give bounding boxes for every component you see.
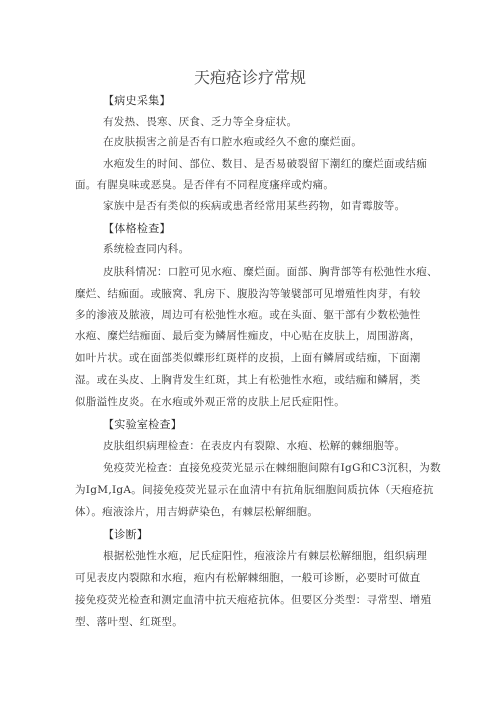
paragraph-line: 面。有腥臭味或恶臭。是否伴有不同程度瘙痒或灼痛。 <box>75 179 335 191</box>
paragraph-line: 体）。疱液涂片，用吉姆萨染色，有棘层松解细胞。 <box>75 506 319 518</box>
paragraph-line: 在皮肤损害之前是否有口腔水疱或经久不愈的糜烂面。 <box>103 136 363 148</box>
paragraph-line: 型、落叶型、红斑型。 <box>75 616 183 628</box>
paragraph-line: 糜烂、结痂面。或腋窝、乳房下、腹股沟等皱襞部可见增殖性肉芽，有较 <box>75 288 421 300</box>
paragraph-line: 免疫荧光检查：直接免疫荧光显示在棘细胞间隙有IgG和C3沉积，为数 <box>103 462 441 474</box>
paragraph-line: 湿。或在头皮、上胸背发生红斑，其上有松弛性水疱，或结痂和鳞屑，类 <box>75 374 421 386</box>
paragraph-line: 家族中是否有类似的疾病或患者经常用某些药物，如青霉胺等。 <box>103 200 406 212</box>
document-title: 天疱疮诊疗常规 <box>193 68 306 87</box>
paragraph-line: 皮肤组织病理检查：在表皮内有裂隙、水疱、松解的棘细胞等。 <box>103 440 406 452</box>
paragraph-line: 根据松弛性水疱，尼氏症阳性，疱液涂片有棘层松解细胞，组织病理 <box>103 550 427 562</box>
paragraph-line: 为IgM,IgA。间接免疫荧光显示在血清中有抗角朊细胞间质抗体（天疱疮抗 <box>75 484 434 496</box>
paragraph-line: 水疱、糜烂结痂面、最后变为鳞屑性痂皮，中心贴在皮肤上，周围游离， <box>75 330 421 342</box>
paragraph-line: 多的渗液及脓液，周边可有松弛性水疱。或在头面、躯干部有少数松弛性 <box>75 309 421 321</box>
section-heading-physical-exam: 【体格检查】 <box>103 222 171 235</box>
paragraph-line: 如叶片状。或在面部类似蝶形红斑样的皮损，上面有鳞屑或结痂，下面潮 <box>75 352 421 364</box>
paragraph-line: 似脂溢性皮炎。在水疱或外观正常的皮肤上尼氏症阳性。 <box>75 396 345 408</box>
section-heading-diagnosis: 【诊断】 <box>103 528 149 541</box>
paragraph-line: 水疱发生的时间、部位、数目、是否易破裂留下潮红的糜烂面或结痂 <box>103 158 427 170</box>
section-heading-history: 【病史采集】 <box>103 94 171 107</box>
paragraph-line: 接免疫荧光检查和测定血清中抗天疱疮抗体。但要区分类型：寻常型、增殖 <box>75 594 432 606</box>
paragraph-line: 可见表皮内裂隙和水疱，疱内有松解棘细胞，一般可诊断，必要时可做直 <box>75 572 421 584</box>
paragraph-line: 有发热、畏寒、厌食、乏力等全身症状。 <box>103 116 298 128</box>
section-heading-lab-tests: 【实验室检查】 <box>103 418 183 431</box>
paragraph-line: 皮肤科情况：口腔可见水疱、糜烂面。面部、胸背部等有松弛性水疱、 <box>103 266 438 278</box>
paragraph-line: 系统检查同内科。 <box>103 243 190 255</box>
